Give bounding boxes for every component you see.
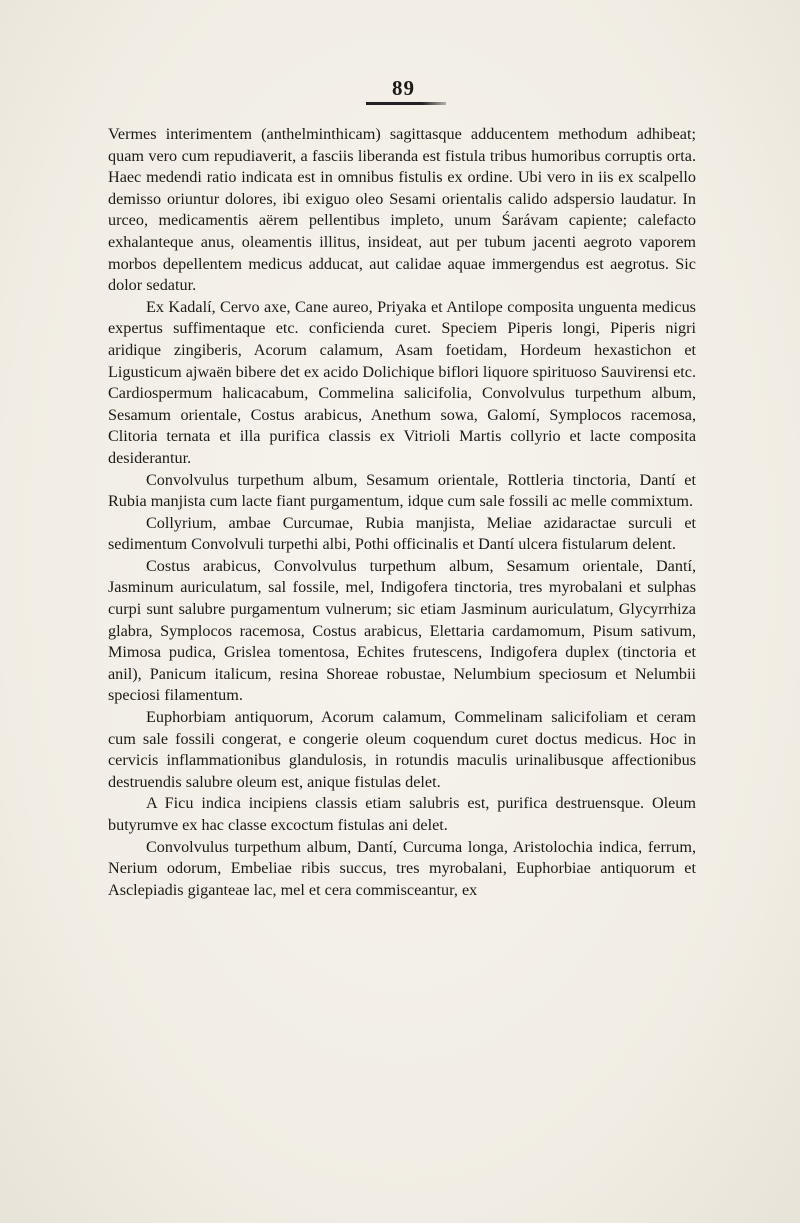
paragraph: Costus arabicus, Convolvulus turpethum album, Sesamum orientale, Dantí, Jasminum auriculatum, sal fossile, mel, Indigofera tinctoria, tres myrobalani et sulphas curpi sunt salubre purgamentum vulnerum; sic etiam Jasminum auriculatum, Glycyrrhiza glabra, Symplocos racemosa, Costus arabicus, Elettaria cardamomum, Pisum sativum, Mimosa pudica, Grislea tomentosa, Echites frutescens, Indigofera duplex (tinctoria et anil), Panicum italicum, resina Shoreae robustae, Nelumbium speciosum et Nelumbii speciosi filamentum. bbox=[108, 556, 696, 705]
paragraph: Convolvulus turpethum album, Sesamum orientale, Rottleria tinctoria, Dantí et Rubia manjista cum lacte fiant purgamentum, idque cum sale fossili ac melle commixtum. bbox=[108, 470, 696, 511]
paragraph: Euphorbiam antiquorum, Acorum calamum, Commelinam salicifoliam et ceram cum sale fossili congerat, e congerie oleum coquendum curet doctus medicus. Hoc in cervicis inflammationibus glandulosis, in rotundis maculis urinalibusque affectionibus destruendis salubre oleum est, anique fistulas delet. bbox=[108, 708, 696, 791]
paragraph: Ex Kadalí, Cervo axe, Cane aureo, Priyaka et Antilope composita unguenta medicus expertus suffimentaque etc. conficienda curet. Speciem Piperis longi, Piperis nigri aridique zingiberis, Acorum calamum, Asam foetidam, Hordeum hexastichon et Ligusticum ajwaën bibere det ex acido Dolichique biflori liquore spirituoso Sauvirensi etc. Cardiospermum halicacabum, Commelina salicifolia, Convolvulus turpethum album, Sesamum orientale, Costus arabicus, Anethum sowa, Galomí, Symplocos racemosa, Clitoria ternata et illa purifica classis ex Vitrioli Martis collyrio et lacte composita desiderantur. bbox=[108, 297, 696, 467]
body-text bbox=[108, 124, 696, 901]
page-number-rule bbox=[366, 102, 446, 105]
paragraph: Vermes interimentem (anthelminthicam) sagittasque adducentem methodum adhibeat; quam vero cum repudiaverit, a fasciis liberanda est fistula tribus humoribus corruptis orta. Haec medendi ratio indicata est in omnibus fistulis ex ordine. Ubi vero in iis ex scalpello demisso oriuntur dolores, ibi exiguo oleo Sesami orientalis calido adspersio laudatur. In urceo, medicamentis aërem pellentibus impleto, unum Śarávam capiente; calefacto exhalanteque anus, oleamentis illitus, insideat, aut per tubum jacenti aegroto vaporem morbos depellentem medicus adducat, aut calidae aquae immergendus est aegrotus. Sic dolor sedatur. bbox=[108, 125, 696, 295]
paragraph: A Ficu indica incipiens classis etiam salubris est, purifica destruensque. Oleum butyrumve ex hac classe excoctum fistulas ani delet. bbox=[108, 794, 696, 834]
paragraph: Collyrium, ambae Curcumae, Rubia manjista, Meliae azidaractae surculi et sedimentum Convolvuli turpethi albi, Pothi officinalis et Dantí ulcera fistularum delent. bbox=[108, 513, 696, 554]
page-number: 89 bbox=[392, 76, 415, 100]
paragraph: Convolvulus turpethum album, Dantí, Curcuma longa, Aristolochia indica, ferrum, Nerium odorum, Embeliae ribis succus, tres myrobalani, Euphorbiae antiquorum et Asclepiadis giganteae lac, mel et cera commisceantur, ex bbox=[108, 837, 696, 899]
